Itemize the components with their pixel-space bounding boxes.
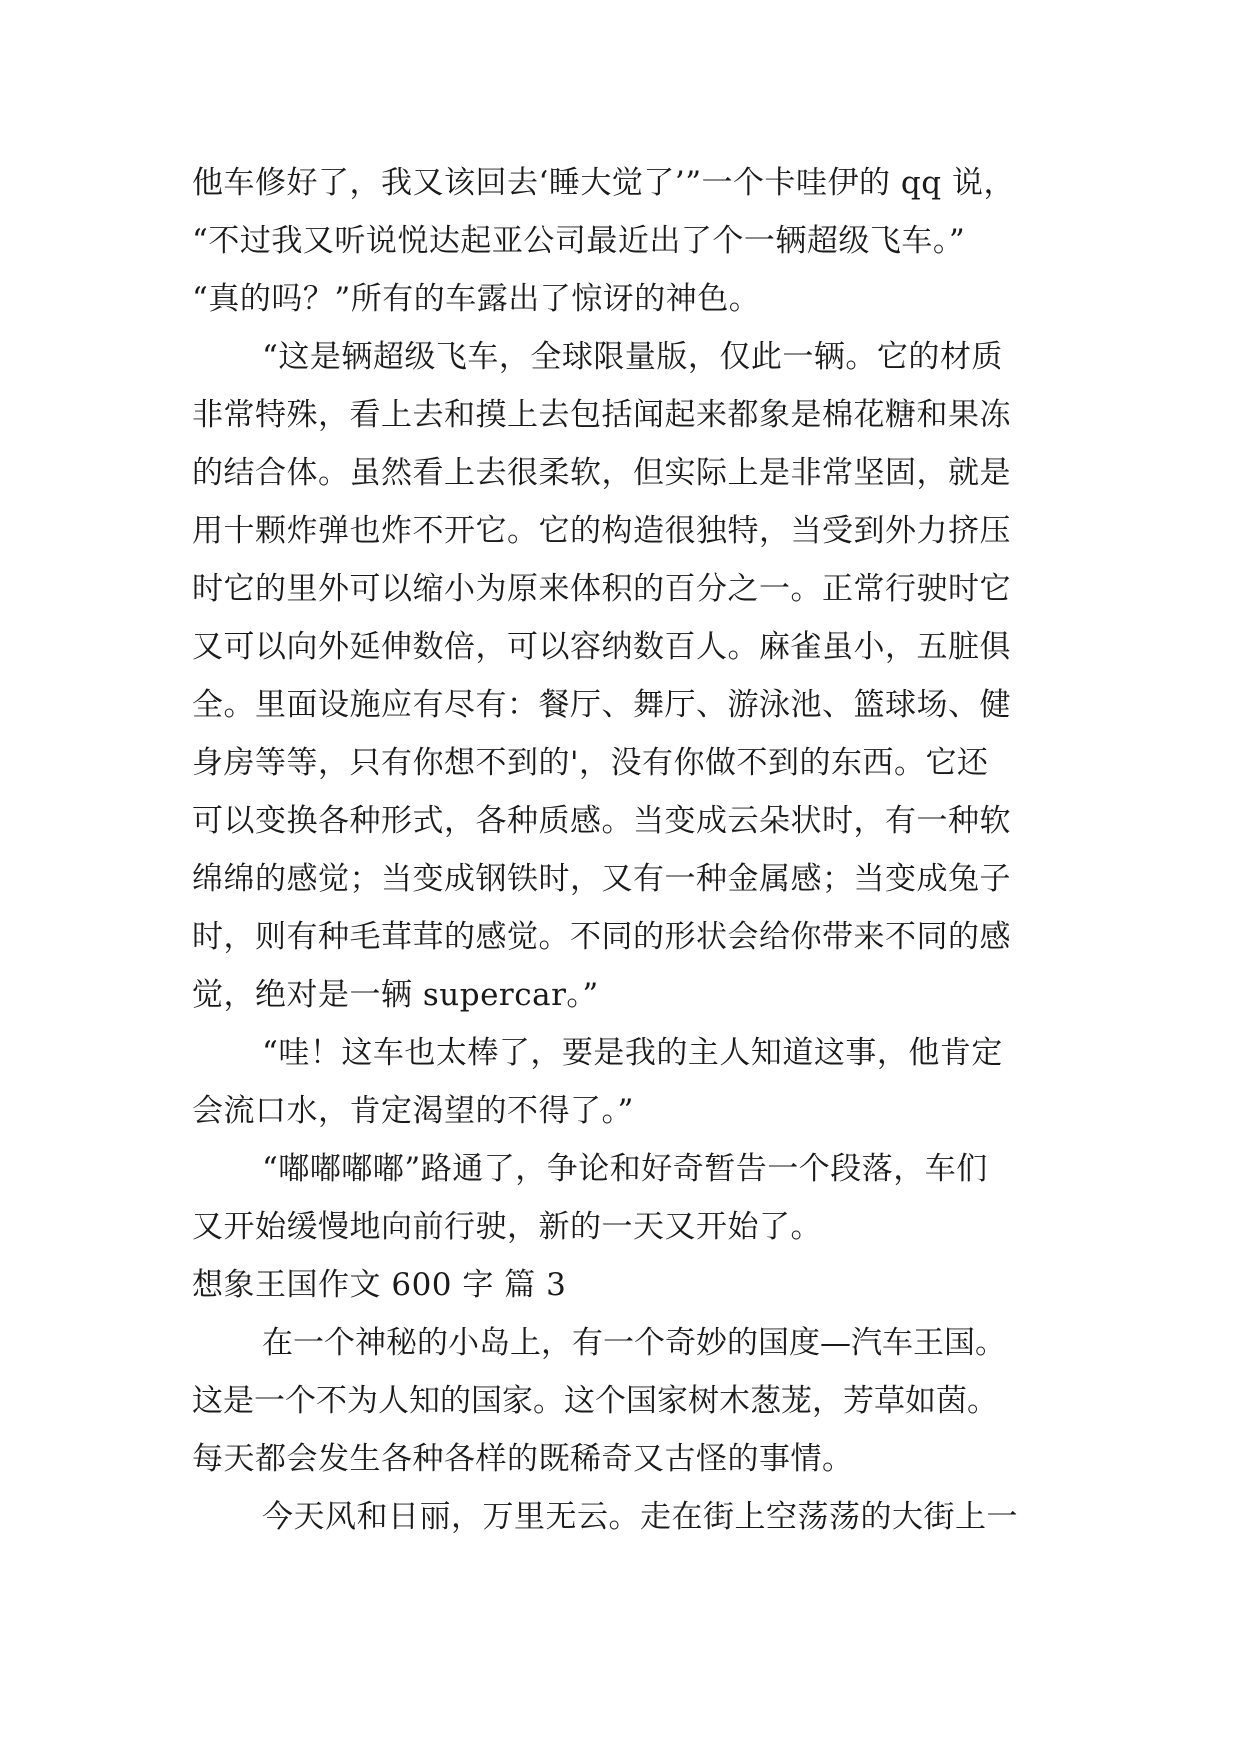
text-line: 身房等等，只有你想不到的'，没有你做不到的东西。它还	[192, 745, 989, 781]
text-line: 又开始缓慢地向前行驶，新的一天又开始了。	[192, 1209, 822, 1245]
paragraph-first-line: “哇！这车也太棒了，要是我的主人知道这事，他肯定	[262, 1035, 1003, 1071]
text-line: 的结合体。虽然看上去很柔软，但实际上是非常坚固，就是	[192, 455, 1011, 491]
text-line: 绵绵的感觉；当变成钢铁时，又有一种金属感；当变成兔子	[192, 861, 1011, 897]
text-line: 又可以向外延伸数倍，可以容纳数百人。麻雀虽小，五脏俱	[192, 629, 1011, 665]
paragraph-first-line: “这是辆超级飞车，全球限量版，仅此一辆。它的材质	[262, 339, 1003, 375]
section-heading: 想象王国作文 600 字 篇 3	[192, 1267, 567, 1303]
text-line: 全。里面设施应有尽有：餐厅、舞厅、游泳池、篮球场、健	[192, 687, 1011, 723]
paragraph-first-line: 在一个神秘的小岛上，有一个奇妙的国度—汽车王国。	[262, 1325, 1006, 1361]
text-line: 这是一个不为人知的国家。这个国家树木葱茏，芳草如茵。	[192, 1383, 998, 1419]
text-line: 觉，绝对是一辆 supercar。”	[192, 977, 599, 1013]
text-line: 每天都会发生各种各样的既稀奇又古怪的事情。	[192, 1441, 854, 1477]
paragraph-first-line: 今天风和日丽，万里无云。走在街上空荡荡的大街上一	[262, 1499, 1018, 1535]
paragraph-first-line: “嘟嘟嘟嘟”路通了，争论和好奇暂告一个段落，车们	[262, 1151, 988, 1187]
text-line: 会流口水，肯定渴望的不得了。”	[192, 1093, 634, 1129]
text-line: 非常特殊，看上去和摸上去包括闻起来都象是棉花糖和果冻	[192, 397, 1011, 433]
text-line: 用十颗炸弹也炸不开它。它的构造很独特，当受到外力挤压	[192, 513, 1011, 549]
text-line: 他车修好了，我又该回去‘睡大觉了’”一个卡哇伊的 qq 说，	[192, 165, 1015, 201]
text-line: “不过我又听说悦达起亚公司最近出了个一辆超级飞车。”	[192, 223, 966, 259]
text-line: 时，则有种毛茸茸的感觉。不同的形状会给你带来不同的感	[192, 919, 1011, 955]
text-line: 可以变换各种形式，各种质感。当变成云朵状时，有一种软	[192, 803, 1011, 839]
text-line: “真的吗？”所有的车露出了惊讶的神色。	[192, 281, 761, 317]
text-line: 时它的里外可以缩小为原来体积的百分之一。正常行驶时它	[192, 571, 1011, 607]
